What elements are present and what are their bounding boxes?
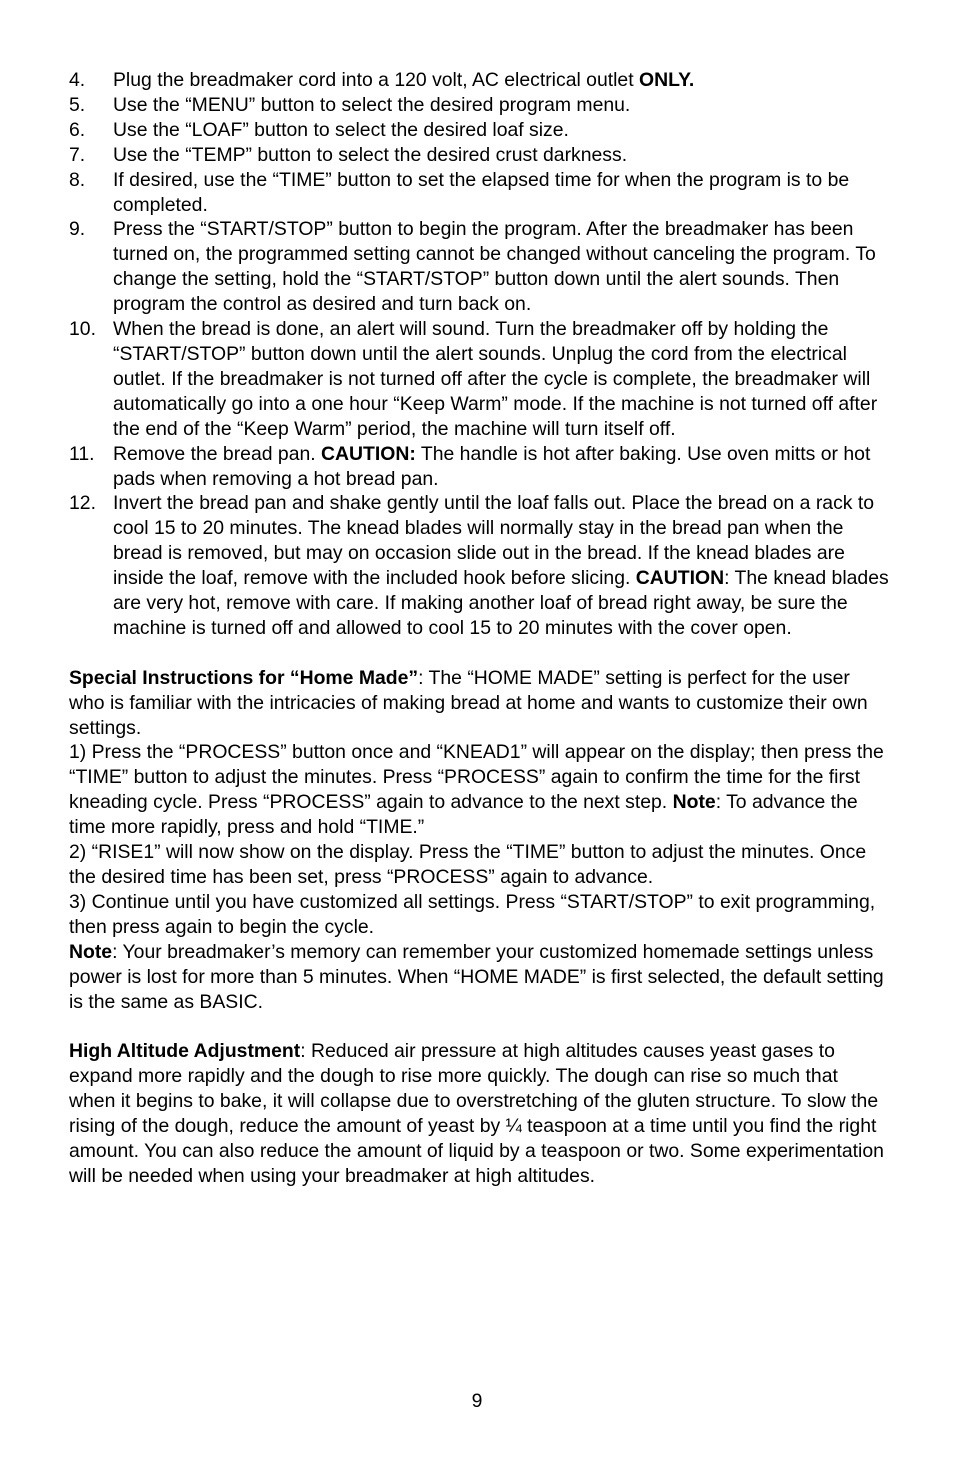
step-number: 7. (69, 143, 86, 166)
paragraph-text: : Reduced air pressure at high altitudes causes yeast gases to expand more rapidly and the dough to rise more quickly. The dough can rise so much that when it begins to bake, it will collapse due to overstretching of the gluten structure. To slow the rising of the dough, reduce the amount of yeast by ¼ teaspoon at a time until you find the right amount. You can also reduce the amount of liquid by a teaspoon or two. Some experimentation will be needed when using your breadmaker at high altitudes. (69, 1040, 884, 1187)
step-text (113, 317, 889, 442)
step-item (69, 118, 889, 143)
step-item (69, 68, 889, 93)
paragraph-text: : The “HOME MADE” setting is perfect for the user who is familiar with the intricacies of making bread at home and wants to customize their own settings. (69, 666, 868, 739)
home-made-step-2 (69, 840, 889, 890)
paragraph-text: : Your breadmaker’s memory can remember your customized homemade settings unless power is lost for more than 5 minutes. When “HOME MADE” is first selected, the default setting is the same as BASIC. (69, 940, 884, 1013)
step-emphasis: ONLY. (639, 69, 695, 91)
step-text-run: The handle is hot after baking. Use oven mitts or hot pads when removing a hot bread pan. (113, 442, 871, 490)
step-text (113, 168, 889, 218)
home-made-step-1 (69, 740, 889, 840)
step-text-run: When the bread is done, an alert will sound. Turn the breadmaker off by holding the “START/STOP” button down until the alert sounds. Unplug the cord from the electrical outlet. If the breadmaker is not turned off after the cycle is complete, the breadmaker will automatically go into a one hour “Keep Warm” mode. If the machine is not turned off after the end of the “Keep Warm” period, the machine will turn itself off. (113, 318, 878, 440)
paragraph-text: : To advance the time more rapidly, press and hold “TIME.” (69, 791, 858, 839)
step-text-run: Press the “START/STOP” button to begin the program. After the breadmaker has been turned on, the programmed setting cannot be changed without canceling the program. To change the setting, hold the “START/STOP” button down until the alert sounds. Then program the control as desired and turn back on. (113, 218, 876, 316)
step-text-run: Use the “LOAF” button to select the desired loaf size. (113, 118, 569, 141)
step-text (113, 217, 889, 317)
note-label: Note (672, 791, 716, 814)
paragraph-text: 1) Press the “PROCESS” button once and “KNEAD1” will appear on the display; then press the “TIME” button to adjust the minutes. Press “PROCESS” again to confirm the time for the first kneading cycle. Press “PROCESS” again to advance to the next step. (69, 741, 884, 814)
section-heading: Special Instructions for “Home Made” (69, 666, 419, 689)
step-number: 11. (69, 442, 95, 465)
step-number: 4. (69, 69, 86, 91)
manual-page (69, 68, 889, 1189)
paragraph-spacer (69, 641, 889, 666)
note-label: Note (69, 940, 113, 963)
step-number: 5. (69, 93, 86, 116)
step-text (113, 68, 889, 93)
step-text-run: Use the “TEMP” button to select the desired crust darkness. (113, 143, 628, 166)
paragraph-text: 3) Continue until you have customized all settings. Press “START/STOP” to exit programming, then press again to begin the cycle. (69, 890, 876, 938)
paragraph-spacer (69, 1014, 889, 1039)
step-item (69, 442, 889, 492)
step-item (69, 143, 889, 168)
page-number: 9 (471, 1390, 483, 1412)
home-made-note (69, 940, 889, 1015)
step-text-run: If desired, use the “TIME” button to set the elapsed time for when the program is to be completed. (113, 168, 850, 216)
step-text-run: Plug the breadmaker cord into a 120 volt, AC electrical outlet (113, 69, 639, 91)
step-text-run: Remove the bread pan. (113, 442, 322, 465)
step-item (69, 217, 889, 317)
step-text-run: : The knead blades are very hot, remove with care. If making another loaf of bread right away, be sure the machine is turned off and allowed to cool 15 to 20 minutes with the cover open. (113, 567, 889, 639)
step-text (113, 93, 889, 118)
step-number: 12. (69, 492, 96, 515)
instruction-steps (69, 68, 889, 641)
home-made-intro (69, 666, 889, 741)
step-item (69, 168, 889, 218)
step-text (113, 491, 889, 640)
step-item (69, 317, 889, 442)
step-number: 8. (69, 168, 86, 191)
high-altitude-paragraph (69, 1039, 889, 1188)
step-text (113, 442, 889, 492)
step-text (113, 143, 889, 168)
caution-label: CAUTION: (321, 442, 416, 465)
step-item (69, 93, 889, 118)
section-heading: High Altitude Adjustment (69, 1040, 301, 1063)
caution-label: CAUTION (635, 567, 725, 590)
step-text (113, 118, 889, 143)
step-number: 10. (69, 318, 96, 341)
paragraph-text: 2) “RISE1” will now show on the display. Press the “TIME” button to adjust the minutes. Once the desired time has been set, press “PROCESS” again to advance. (69, 841, 867, 888)
step-number: 9. (69, 218, 86, 241)
step-text-run: Use the “MENU” button to select the desired program menu. (113, 93, 631, 116)
step-number: 6. (69, 118, 86, 141)
step-item (69, 491, 889, 640)
high-altitude-section (69, 1039, 889, 1188)
home-made-section (69, 666, 889, 1015)
home-made-step-3 (69, 890, 889, 940)
step-text-run: Invert the bread pan and shake gently until the loaf falls out. Place the bread on a rack to cool 15 to 20 minutes. The knead blades will normally stay in the bread pan when the bread is removed, but may on occasion slide out in the bread. If the knead blades are inside the loaf, remove with the included hook before slicing. (113, 492, 875, 590)
